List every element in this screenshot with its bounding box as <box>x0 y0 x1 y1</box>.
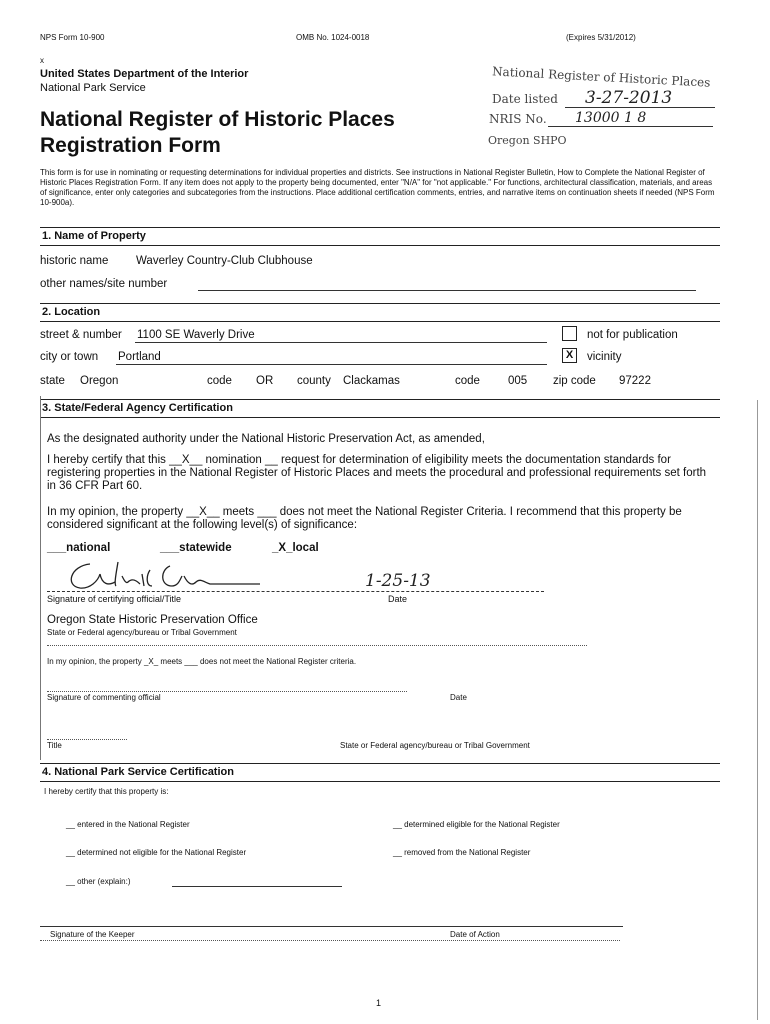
option-not-eligible[interactable]: __ determined not eligible for the National Register <box>66 848 247 857</box>
level-statewide[interactable]: ___statewide <box>160 542 232 554</box>
x-mark: x <box>40 56 44 65</box>
not-for-publication-checkbox[interactable] <box>562 326 577 341</box>
stamp-nris-label: NRIS No. <box>489 112 547 126</box>
signature-line[interactable] <box>47 591 544 592</box>
keeper-label: Signature of the Keeper <box>50 930 135 939</box>
page-subtitle: Registration Form <box>40 134 221 157</box>
certification-statement: I hereby certify that this __X__ nomination __ request for determination of eligibility meets the documentation standards for registering properties in the National Register of Historic Places and meets the procedural and professional requirements set forth in 36 CFR Part 60. <box>47 454 707 492</box>
comment-date-label: Date <box>450 693 467 702</box>
office-name: Oregon State Historic Preservation Office <box>47 614 258 626</box>
city-line <box>116 364 547 365</box>
stamp-date-line <box>565 107 715 108</box>
date-label: Date <box>388 594 408 604</box>
level-local[interactable]: _X_local <box>272 542 319 554</box>
section-2-heading: 2. Location <box>40 303 720 322</box>
state-label: state <box>40 375 65 387</box>
stamp-register: National Register of Historic Places <box>491 64 711 90</box>
page-title: National Register of Historic Places <box>40 108 395 131</box>
department-name: United States Department of the Interior <box>40 68 249 80</box>
title-label: Title <box>47 741 62 750</box>
street-value[interactable]: 1100 SE Waverly Drive <box>137 329 255 341</box>
office-divider <box>47 645 587 646</box>
stamp-office: Oregon SHPO <box>488 134 567 147</box>
section-1-heading: 1. Name of Property <box>40 227 720 246</box>
certification-authority: As the designated authority under the National Historic Preservation Act, as amended, <box>47 433 485 445</box>
zip-value[interactable]: 97222 <box>619 375 651 387</box>
comment-signature-line[interactable] <box>47 691 407 692</box>
keeper-signature-line[interactable] <box>40 926 623 927</box>
level-national[interactable]: ___national <box>47 542 111 554</box>
county-value[interactable]: Clackamas <box>343 375 400 387</box>
historic-name-value[interactable]: Waverley Country-Club Clubhouse <box>136 255 313 267</box>
historic-name-label: historic name <box>40 255 109 267</box>
county-code-value[interactable]: 005 <box>508 375 528 387</box>
county-label: county <box>297 375 331 387</box>
street-label: street & number <box>40 329 122 341</box>
state-code-value[interactable]: OR <box>256 375 274 387</box>
form-number: NPS Form 10-900 <box>40 33 105 42</box>
street-line <box>135 342 547 343</box>
vicinity-label: vicinity <box>587 351 622 363</box>
footer-divider <box>40 940 620 941</box>
stamp-date-value: 3-27-2013 <box>585 88 673 108</box>
option-entered[interactable]: __ entered in the National Register <box>66 820 190 829</box>
other-names-label: other names/site number <box>40 278 168 290</box>
city-label: city or town <box>40 351 99 363</box>
right-border <box>757 400 758 1020</box>
stamp-nris-value: 13000 1 8 <box>575 110 647 126</box>
zip-label: zip code <box>553 375 596 387</box>
office-label: State or Federal agency/bureau or Tribal Government <box>47 628 237 637</box>
instructions-text: This form is for use in nominating or requesting determinations for individual properties and districts. See instructions in National Register Bulletin, How to Complete the National Register of Historic Places Registration Form. If any item does not apply to the property being documented, enter "N/A" for "not applicable." For functions, architectural classification, materials, and areas of significance, enter only categories and subcategories from the instructions. Place additional certification comments, entries, and narrative items on continuation sheets if needed (NPS Form 10-900a). <box>40 168 715 207</box>
option-other[interactable]: __ other (explain:) <box>66 877 131 886</box>
option-removed[interactable]: __ removed from the National Register <box>393 848 531 857</box>
agency-label-2: State or Federal agency/bureau or Tribal Government <box>340 741 530 750</box>
section-4-heading: 4. National Park Service Certification <box>40 763 720 782</box>
section-3-heading: 3. State/Federal Agency Certification <box>40 399 720 418</box>
state-value[interactable]: Oregon <box>80 375 119 387</box>
certifying-date-value: 1-25-13 <box>365 571 431 591</box>
other-names-field[interactable] <box>198 290 696 291</box>
other-explain-line[interactable] <box>172 886 342 887</box>
omb-number: OMB No. 1024-0018 <box>296 33 370 42</box>
page-number: 1 <box>376 998 382 1008</box>
option-eligible[interactable]: __ determined eligible for the National Register <box>393 820 560 829</box>
expiration-date: (Expires 5/31/2012) <box>566 33 636 42</box>
stamp-date-label: Date listed <box>492 92 558 106</box>
not-for-publication-label: not for publication <box>587 329 678 341</box>
action-date-label: Date of Action <box>450 930 500 939</box>
county-code-label: code <box>455 375 480 387</box>
comment-signature-label: Signature of commenting official <box>47 693 161 702</box>
vicinity-checkbox[interactable]: X <box>562 348 577 363</box>
nps-intro: I hereby certify that this property is: <box>44 787 169 796</box>
certifying-signature <box>60 556 270 596</box>
opinion-commenting: In my opinion, the property _X_ meets ___ does not meet the National Register criteria. <box>47 657 357 666</box>
service-name: National Park Service <box>40 82 146 94</box>
city-value[interactable]: Portland <box>118 351 161 363</box>
stamp-nris-line <box>548 126 713 127</box>
signature-label: Signature of certifying official/Title <box>47 594 182 604</box>
opinion-statement: In my opinion, the property __X__ meets ___ does not meet the National Register Criteria. I recommend that this property be considered significant at the following level(s) of significance: <box>47 506 682 531</box>
title-line[interactable] <box>47 739 127 740</box>
state-code-label: code <box>207 375 232 387</box>
